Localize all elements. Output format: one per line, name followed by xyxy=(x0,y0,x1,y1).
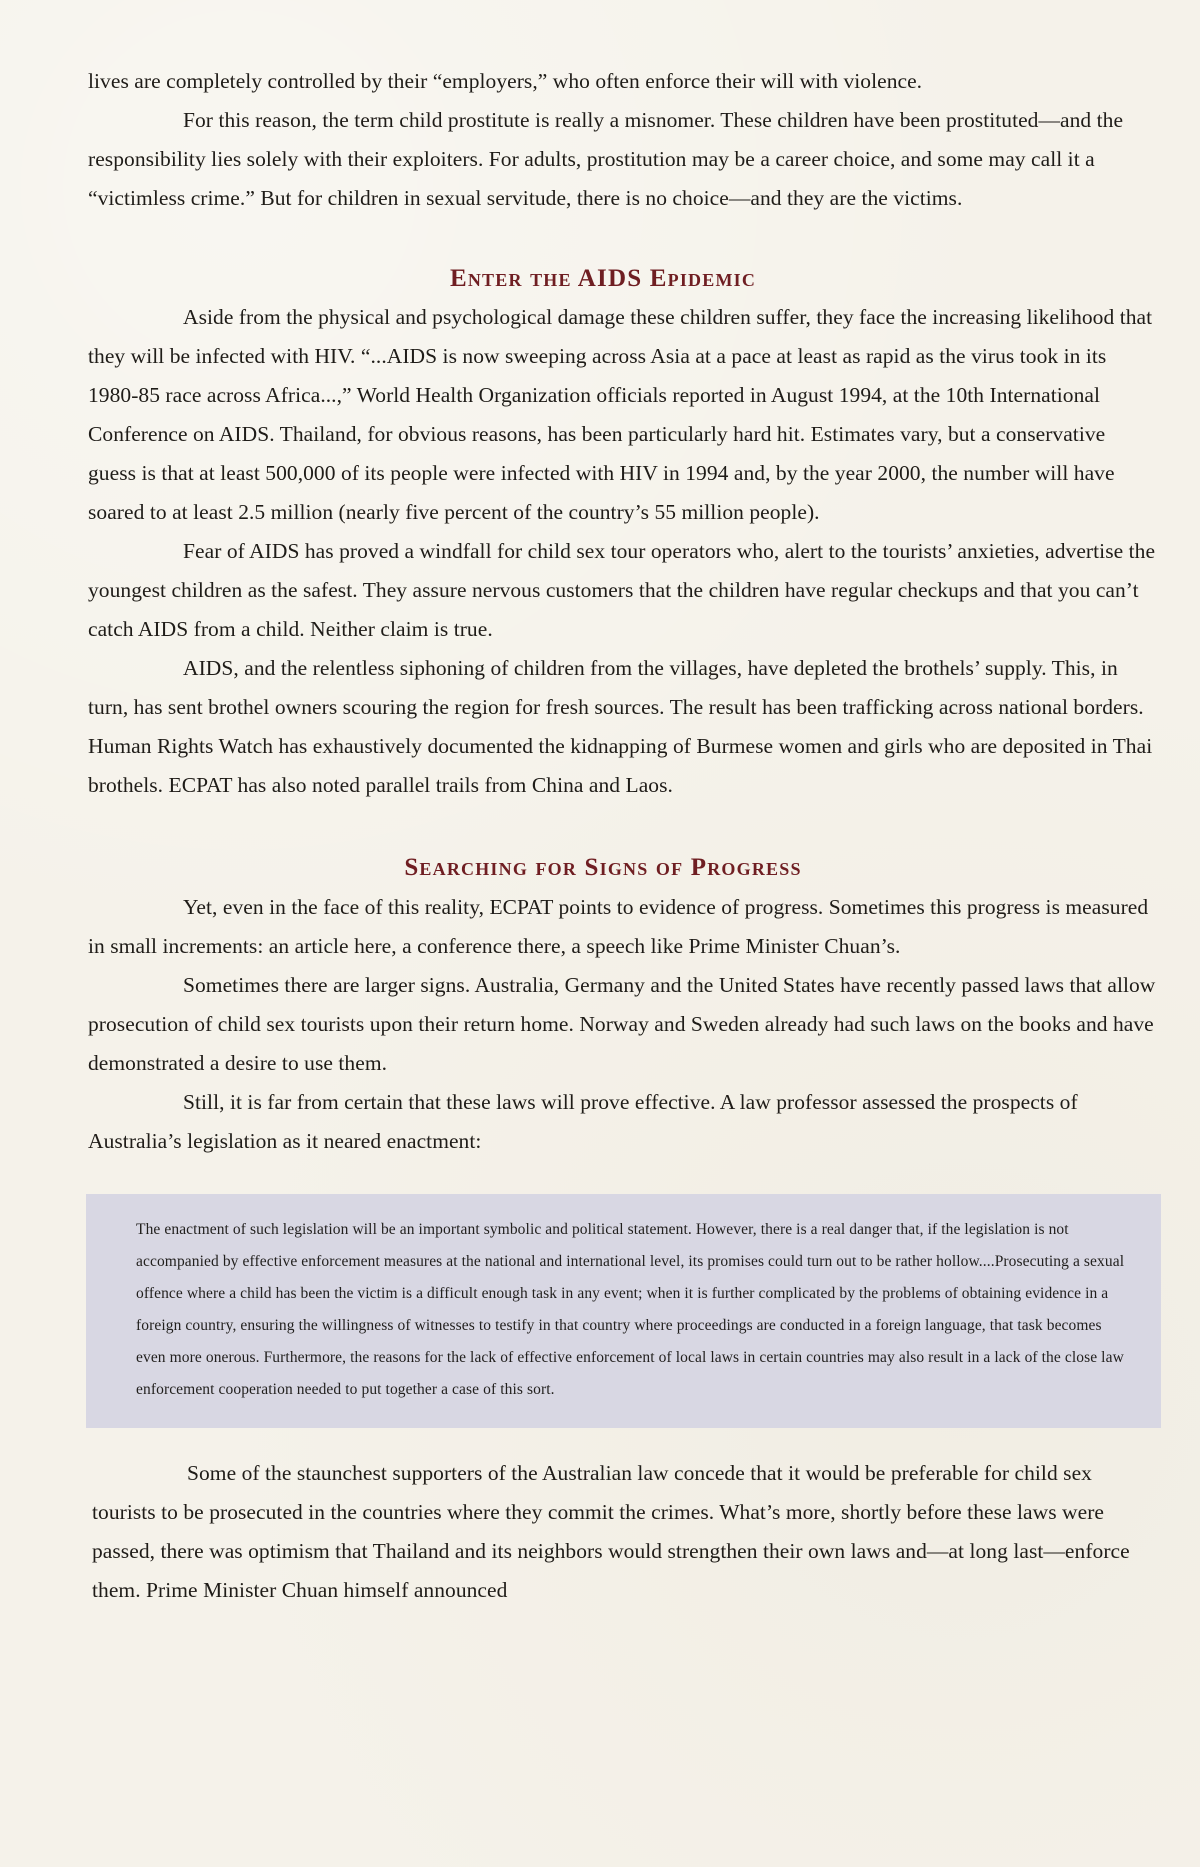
paragraph-aids-2: Fear of AIDS has proved a windfall for child sex tour operators who, alert to the tourists’ anxieties, advertise the youngest children as the safest. They assure nervous customers that the children have regular checkups and that you can’t catch AIDS from a child. Neither claim is true. xyxy=(88,539,1156,641)
quote-text: The enactment of such legislation will be an important symbolic and political statement. However, there is a real danger that, if the legislation is not accompanied by effective enforcement measures at the national and international level, its promises could turn out to be rather hollow....Prosecuting a sexual offence where a child has been the victim is a difficult enough task in any event; when it is further complicated by the problems of obtaining evidence in a foreign country, ensuring the willingness of witnesses to testify in that country where proceedings are conducted in a foreign language, that task becomes even more onerous. Furthermore, the reasons for the lack of effective enforcement of local laws in certain countries may also result in a lack of the close law enforcement cooperation needed to put together a case of this sort. xyxy=(136,1221,1125,1398)
paragraph-top-1: lives are completely controlled by their “employers,” who often enforce their will with violence. xyxy=(88,69,923,93)
section-heading-progress: Searching for Signs of Progress xyxy=(404,854,802,881)
paragraph-progress-3: Still, it is far from certain that these laws will prove effective. A law professor assessed the prospects of Australia’s legislation as it neared enactment: xyxy=(88,1090,1078,1153)
quote-box xyxy=(86,1194,1161,1428)
paragraph-aids-3: AIDS, and the relentless siphoning of children from the villages, have depleted the brothels’ supply. This, in turn, has sent brothel owners scouring the region for fresh sources. The result has been trafficking across national borders. Human Rights Watch has exhaustively documented the kidnapping of Burmese women and girls who are deposited in Thai brothels. ECPAT has also noted parallel trails from China and Laos. xyxy=(88,656,1153,797)
section-heading-aids: Enter the AIDS Epidemic xyxy=(449,265,757,292)
paragraph-top-2: For this reason, the term child prostitute is really a misnomer. These children have been prostituted—and the responsibility lies solely with their exploiters. For adults, prostitution may be a career choice, and some may call it a “victimless crime.” But for children in sexual servitude, there is no choice—and they are the victims. xyxy=(88,108,1124,210)
paragraph-after-quote: Some of the staunchest supporters of the Australian law concede that it would be preferable for child sex tourists to be prosecuted in the countries where they commit the crimes. What’s more, shortly before these laws were passed, there was optimism that Thailand and its neighbors would strengthen their own laws and—at long last—enforce them. Prime Minister Chuan himself announced xyxy=(92,1461,1130,1602)
paragraph-progress-2: Sometimes there are larger signs. Australia, Germany and the United States have recently passed laws that allow prosecution of child sex tourists upon their return home. Norway and Sweden already had such laws on the books and have demonstrated a desire to use them. xyxy=(88,973,1156,1075)
paragraph-progress-1: Yet, even in the face of this reality, ECPAT points to evidence of progress. Sometimes this progress is measured in small increments: an article here, a conference there, a speech like Prime Minister Chuan’s. xyxy=(88,895,1149,958)
paragraph-aids-1: Aside from the physical and psychological damage these children suffer, they face the increasing likelihood that they will be infected with HIV. “...AIDS is now sweeping across Asia at a pace at least as rapid as the virus took in its 1980-85 race across Africa...,” World Health Organization officials reported in August 1994, at the 10th International Conference on AIDS. Thailand, for obvious reasons, has been particularly hard hit. Estimates vary, but a conservative guess is that at least 500,000 of its people were infected with HIV in 1994 and, by the year 2000, the number will have soared to at least 2.5 million (nearly five percent of the country’s 55 million people). xyxy=(88,305,1153,524)
